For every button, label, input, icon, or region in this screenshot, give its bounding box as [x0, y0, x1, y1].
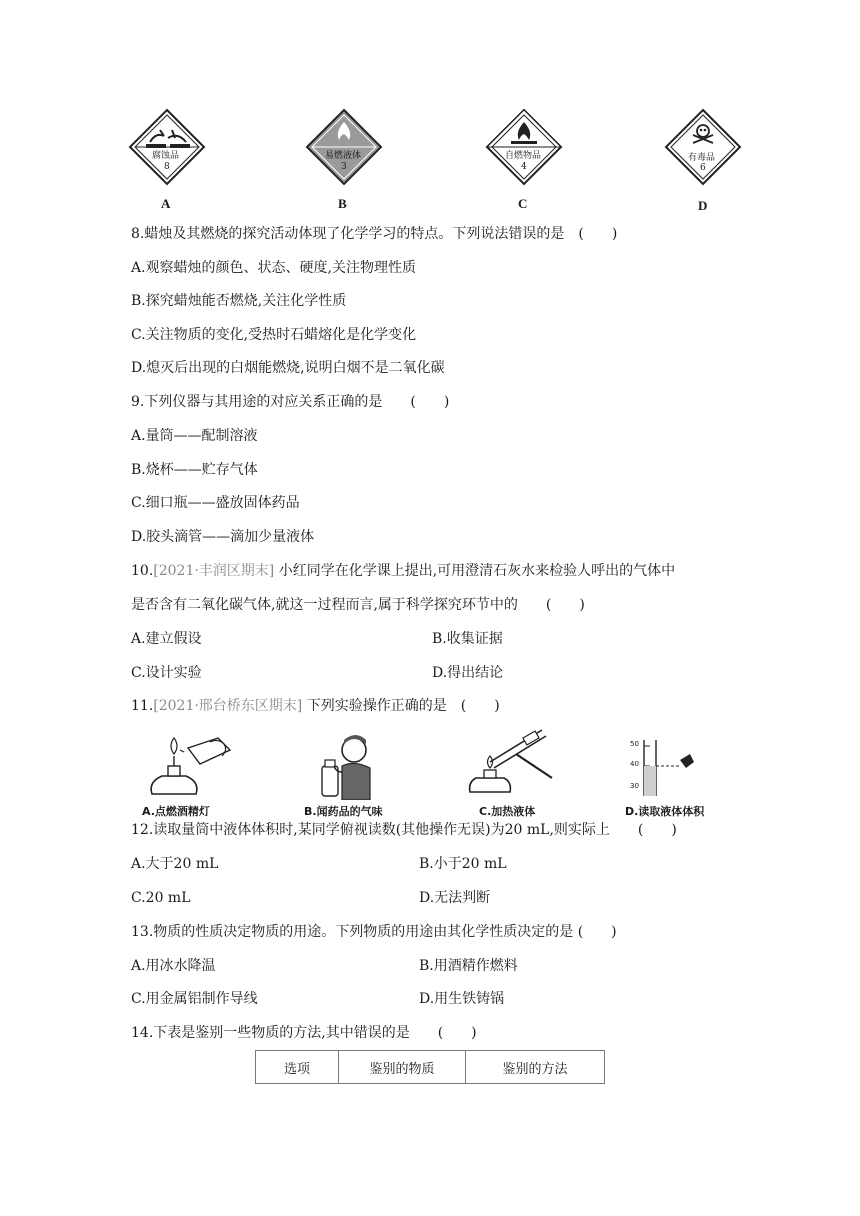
smelling-chemical-illustration — [318, 732, 378, 800]
q12-option-c: C.20 mL — [131, 890, 191, 906]
q10-stem-text: 小红同学在化学课上提出,可用澄清石灰水来检验人呼出的气体中 — [278, 563, 676, 579]
q9-option-d: D.胶头滴管——滴加少量液体 — [131, 529, 315, 545]
cylinder-scale-icon — [630, 736, 700, 798]
q9-option-a: A.量筒——配制溶液 — [131, 428, 258, 444]
q8-stem: 8.蜡烛及其燃烧的探究活动体现了化学学习的特点。下列说法错误的是 ( ) — [131, 226, 618, 242]
q8-option-b: B.探究蜡烛能否燃烧,关注化学性质 — [131, 293, 347, 309]
spontaneous-combustion-sign-icon — [485, 108, 563, 186]
scale-tick-50: 50 — [630, 740, 639, 748]
q11-caption-a: A.点燃酒精灯 — [142, 805, 210, 818]
q11-caption-d: D.读取液体体积 — [625, 805, 705, 818]
hazard-number-c: 4 — [521, 162, 527, 172]
q12-stem: 12.读取量筒中液体体积时,某同学俯视读数(其他操作无误)为20 mL,则实际上 ( ) — [131, 822, 677, 838]
hazard-letter-a: A — [161, 196, 171, 211]
q10-option-c: C.设计实验 — [131, 665, 202, 681]
q13-option-d: D.用生铁铸锅 — [419, 991, 505, 1007]
hazard-number-a: 8 — [164, 162, 170, 172]
q9-option-c: C.细口瓶——盛放固体药品 — [131, 495, 300, 511]
hazard-letter-c: C — [518, 196, 528, 211]
q11-caption-c: C.加热液体 — [479, 805, 536, 818]
scale-tick-40: 40 — [630, 760, 639, 768]
corrosive-sign-icon — [128, 108, 206, 186]
q12-option-d: D.无法判断 — [419, 890, 491, 906]
hazard-sign-b — [305, 108, 383, 186]
q14-table — [255, 1050, 605, 1084]
q9-stem: 9.下列仪器与其用途的对应关系正确的是 ( ) — [131, 394, 450, 410]
q12-option-b: B.小于20 mL — [419, 856, 507, 872]
q13-option-a: A.用冰水降温 — [131, 958, 216, 974]
hazard-number-b: 3 — [341, 162, 347, 172]
q8-option-d: D.熄灭后出现的白烟能燃烧,说明白烟不是二氧化碳 — [131, 360, 445, 376]
heating-liquid-illustration — [466, 724, 558, 800]
q13-stem: 13.物质的性质决定物质的用途。下列物质的用途由其化学性质决定的是 ( ) — [131, 924, 617, 940]
hazard-text-b: 易燃液体 — [325, 151, 362, 161]
hazard-text-d: 有毒品 — [688, 153, 716, 163]
hazard-sign-d — [664, 108, 742, 186]
table-header-row — [256, 1051, 605, 1084]
q10-stem-line1 — [131, 561, 675, 581]
q10-number: 10. — [131, 563, 154, 579]
q11-stem-text: 下列实验操作正确的是 ( ) — [306, 698, 500, 714]
hazard-sign-c — [485, 108, 563, 186]
q10-option-d: D.得出结论 — [432, 665, 504, 681]
hazard-letter-b: B — [338, 196, 347, 211]
q10-option-b: B.收集证据 — [432, 631, 503, 647]
hazard-sign-a — [128, 108, 206, 186]
hazard-letter-d: D — [698, 198, 708, 213]
table-header-substance: 鉴别的物质 — [339, 1051, 466, 1084]
q13-option-b: B.用酒精作燃料 — [419, 958, 518, 974]
hazard-text-c: 自燃物品 — [505, 151, 542, 161]
q12-option-a: A.大于20 mL — [131, 856, 219, 872]
q14-stem: 14.下表是鉴别一些物质的方法,其中错误的是 ( ) — [131, 1025, 477, 1041]
hazard-number-d: 6 — [700, 163, 706, 173]
q11-stem — [131, 696, 500, 716]
toxic-skull-sign-icon — [664, 108, 742, 186]
q9-option-b: B.烧杯——贮存气体 — [131, 462, 258, 478]
graduated-cylinder-illustration — [630, 736, 700, 798]
alcohol-lamp-lighting-illustration — [140, 732, 240, 800]
q13-option-c: C.用金属铝制作导线 — [131, 991, 258, 1007]
q8-option-c: C.关注物质的变化,受热时石蜡熔化是化学变化 — [131, 327, 417, 343]
q10-option-a: A.建立假设 — [131, 631, 202, 647]
q11-source: [2021·邢台桥东区期末] — [153, 698, 303, 714]
table-header-method: 鉴别的方法 — [466, 1051, 605, 1084]
q10-source: [2021·丰润区期末] — [153, 563, 275, 579]
table-header-option: 选项 — [256, 1051, 339, 1084]
flammable-liquid-sign-icon — [305, 108, 383, 186]
q10-stem-line2: 是否含有二氧化碳气体,就这一过程而言,属于科学探究环节中的 ( ) — [131, 597, 585, 613]
q11-caption-b: B.闻药品的气味 — [304, 805, 383, 818]
q8-option-a: A.观察蜡烛的颜色、状态、硬度,关注物理性质 — [131, 260, 417, 276]
hazard-text-a: 腐蚀品 — [152, 151, 180, 161]
q11-number: 11. — [131, 698, 154, 714]
scale-tick-30: 30 — [630, 782, 639, 790]
